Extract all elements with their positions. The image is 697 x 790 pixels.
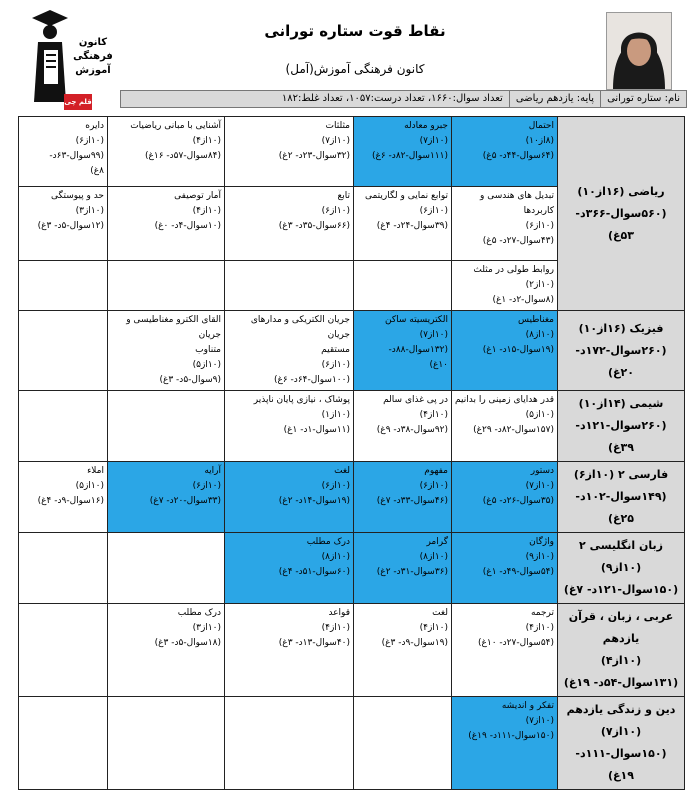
topic-stat: (۱۰از۷) — [525, 481, 554, 491]
subject-label: (۲۶۰سوال-۱۷۲د- ۲۰غ) — [575, 343, 667, 379]
student-photo — [606, 12, 672, 90]
topic-stat: (۸از۱۰) — [525, 136, 554, 146]
topic-name: واژگان — [529, 537, 554, 547]
topic-stat: (۴۶سوال-۳۳د- ۷غ) — [376, 496, 448, 506]
topic-stat: (۱۰از۶) — [525, 221, 554, 231]
subject-cell — [558, 533, 685, 604]
topic-stat: (۶۶سوال-۳۵د- ۳غ) — [278, 221, 350, 231]
topic-stat: (۱۹سوال-۱۵د- ۱غ) — [482, 345, 554, 355]
topic-stat: (۱۰از۶) — [419, 206, 448, 216]
topic-stat: (۱۰از۵) — [525, 410, 554, 420]
empty-cell — [19, 604, 108, 697]
empty-cell — [225, 697, 354, 790]
topic-stat: (۳۶سوال-۳۱د- ۲غ) — [376, 567, 448, 577]
topic-name: درک مطلب — [306, 537, 350, 547]
topic-stat: (۱۶سوال-۹د- ۴غ) — [37, 496, 104, 506]
table-row — [19, 117, 685, 187]
topic-name: مثلثات — [325, 121, 350, 131]
topic-cell — [354, 462, 452, 533]
topic-cell — [225, 117, 354, 187]
subject-label: (۱۳۱سوال-۵۴د- ۱۹غ) — [563, 676, 679, 689]
topic-name: توابع نمایی و لگاریتمی — [364, 191, 448, 201]
topic-stat: (۵۴سوال-۴۹د- ۱غ) — [482, 567, 554, 577]
subject-label: فیزیک (۱۶از۱۰) — [578, 321, 664, 335]
topic-stat: (۱۰از۴) — [321, 623, 350, 633]
subject-label: (۱۰از۴) — [600, 654, 642, 667]
subject-cell — [558, 697, 685, 790]
topic-stat: (۱۵۰سوال-۱۱۱د- ۱۹غ) — [468, 731, 554, 741]
topic-cell — [19, 117, 108, 187]
topic-name: در پی غذای سالم — [383, 395, 448, 405]
topic-stat: (۱۰از۸) — [525, 330, 554, 340]
empty-cell — [354, 697, 452, 790]
empty-cell — [19, 311, 108, 391]
topic-name: آشنایی با مبانی ریاضیات — [130, 121, 221, 131]
logo-wordmark: کانون فرهنگی آموزش — [73, 37, 113, 76]
topic-stat: (۳۳سوال-۲۰د- ۷غ) — [149, 496, 221, 506]
subject-label: زبان انگلیسی ۲ (۱۰از۹) — [579, 539, 663, 574]
topic-stat: متناوب — [195, 345, 221, 355]
empty-cell — [108, 697, 225, 790]
topic-cell — [225, 604, 354, 697]
topic-name: مفهوم — [424, 466, 448, 476]
empty-cell — [108, 391, 225, 462]
empty-cell — [108, 533, 225, 604]
student-info-bar — [120, 90, 687, 108]
topic-name: الکتریسیته ساکن — [385, 315, 448, 325]
topic-name: ترجمه — [530, 608, 554, 618]
topic-stat: (۱۵۷سوال-۸۲د- ۲۹غ) — [473, 425, 554, 435]
strengths-table — [18, 116, 685, 790]
topic-stat: (۱۰از۴) — [525, 623, 554, 633]
topic-cell — [225, 311, 354, 391]
topic-name: پوشاک ، نیازی پایان ناپذیر — [253, 395, 350, 405]
topic-stat: (۱۰از۸) — [419, 552, 448, 562]
subject-label: (۵۶۰سوال-۳۶۶د- ۵۳غ) — [575, 206, 667, 242]
subject-label: (۱۵۰سوال-۱۲۱د- ۷غ) — [563, 583, 679, 596]
topic-cell — [225, 533, 354, 604]
table-row — [19, 462, 685, 533]
page-title: نقاط قوت ستاره تورانی — [264, 22, 446, 40]
topic-stat: (۹سوال-۵د- ۳غ) — [159, 375, 221, 385]
topic-name: درک مطلب — [177, 608, 221, 618]
topic-cell — [354, 187, 452, 261]
topic-stat: (۱۰از۶) — [321, 481, 350, 491]
topic-stat: (۱۰از۳) — [75, 206, 104, 216]
topic-name: دایره — [85, 121, 104, 131]
topic-stat: (۳۲سوال-۲۳د- ۲غ) — [278, 151, 350, 161]
topic-cell — [452, 462, 558, 533]
topic-stat: (۹۹سوال-۶۳د- — [49, 151, 104, 161]
topic-cell — [452, 261, 558, 311]
topic-stat: (۸سوال-۲د- ۱غ) — [492, 295, 554, 305]
subject-label: فارسی ۲ (۱۰از۶) — [573, 468, 669, 481]
topic-cell — [354, 533, 452, 604]
topic-stat: (۱۲سوال-۵د- ۳غ) — [37, 221, 104, 231]
topic-cell — [354, 604, 452, 697]
topic-stat: (۱۱۱سوال-۸۲د- ۶غ) — [371, 151, 448, 161]
empty-cell — [354, 261, 452, 311]
empty-cell — [19, 533, 108, 604]
empty-cell — [19, 391, 108, 462]
topic-name: روابط طولی در مثلث — [473, 265, 554, 275]
topic-cell — [108, 187, 225, 261]
topic-stat: (۱۰از۹) — [525, 552, 554, 562]
topic-stat: (۱۰از۶) — [192, 481, 221, 491]
topic-stat: (۱۰از۶) — [419, 481, 448, 491]
topic-stat: (۱۰از۵) — [192, 360, 221, 370]
topic-cell — [452, 533, 558, 604]
topic-name: قدر هدایای زمینی را بدانیم — [455, 395, 554, 405]
topic-stat: (۱۰از۲) — [525, 280, 554, 290]
topic-name: تفکر و اندیشه — [501, 701, 554, 711]
topic-stat: (۱۰از۱) — [321, 410, 350, 420]
topic-stat: (۳۹سوال-۲۴د- ۴غ) — [376, 221, 448, 231]
topic-name: لغت — [432, 608, 448, 618]
topic-cell — [108, 311, 225, 391]
question-stats: تعداد سوال:۱۶۶۰، تعداد درست:۱۰۵۷، تعداد غلط:۱۸۲ — [281, 93, 503, 104]
subject-label: شیمی (۱۴از۱۰) — [578, 397, 664, 410]
topic-stat: (۳۵سوال-۲۶د- ۵غ) — [482, 496, 554, 506]
topic-name: مغناطیس — [518, 315, 554, 325]
topic-cell — [225, 391, 354, 462]
topic-cell — [354, 311, 452, 391]
topic-name: تبدیل های هندسی و — [480, 191, 554, 201]
table-row — [19, 697, 685, 790]
topic-name: حد و پیوستگی — [51, 191, 104, 201]
subject-cell — [558, 391, 685, 462]
subject-cell — [558, 117, 685, 311]
topic-stat: (۱۰از۵) — [75, 481, 104, 491]
topic-cell — [452, 311, 558, 391]
subject-label: دین و زندگی یازدهم (۱۰از۷) — [566, 703, 676, 738]
subject-cell — [558, 604, 685, 697]
topic-stat: (۱۰از۳) — [192, 623, 221, 633]
topic-stat: (۱۰از۷) — [419, 136, 448, 146]
topic-name: القای الکترو مغناطیسی و جریان — [126, 315, 221, 340]
topic-cell — [225, 462, 354, 533]
topic-cell — [452, 117, 558, 187]
table-row — [19, 391, 685, 462]
topic-stat: کاربردها — [523, 206, 554, 216]
topic-stat: (۱۰۰سوال-۶۴د- ۶غ) — [273, 375, 350, 385]
topic-stat: ۸غ) — [90, 166, 104, 176]
topic-name: آمار توصیفی — [174, 191, 221, 201]
topic-cell — [19, 187, 108, 261]
subject-label: ریاضی (۱۶از۱۰) — [577, 184, 665, 198]
branch-subtitle: کانون فرهنگی آموزش(آمل) — [285, 62, 425, 76]
kanoon-logo — [28, 6, 120, 110]
topic-cell — [452, 604, 558, 697]
student-name: نام: ستاره تورانی — [600, 91, 686, 107]
topic-stat: (۶۴سوال-۴۴د- ۵غ) — [482, 151, 554, 161]
topic-stat: مستقیم — [321, 345, 350, 355]
topic-stat: (۵۴سوال-۲۷د- ۱۰غ) — [477, 638, 554, 648]
topic-stat: (۱۰از۶) — [321, 206, 350, 216]
topic-name: املاء — [87, 466, 104, 476]
topic-stat: (۴۳سوال-۲۷د- ۵غ) — [482, 236, 554, 246]
topic-cell — [452, 391, 558, 462]
topic-stat: (۱۰از۴) — [192, 136, 221, 146]
topic-stat: (۱۱سوال-۱د- ۱غ) — [283, 425, 350, 435]
topic-stat: (۱۰از۷) — [321, 136, 350, 146]
topic-name: قواعد — [328, 608, 350, 618]
subject-label: (۲۶۰سوال-۱۲۱د- ۳۹غ) — [575, 419, 667, 454]
empty-cell — [108, 261, 225, 311]
topic-name: احتمال — [528, 121, 554, 131]
topic-stat: (۸۴سوال-۵۷د- ۱۶غ) — [144, 151, 221, 161]
empty-cell — [19, 697, 108, 790]
subject-label: (۱۴۹سوال-۱۰۲د- ۲۵غ) — [575, 490, 667, 525]
topic-stat: (۱۹سوال-۱۴د- ۲غ) — [278, 496, 350, 506]
topic-cell — [452, 697, 558, 790]
topic-name: دستور — [530, 466, 554, 476]
topic-name: تابع — [337, 191, 350, 201]
subject-label: (۱۵۰سوال-۱۱۱د- ۱۹غ) — [575, 747, 667, 782]
topic-cell — [354, 117, 452, 187]
student-grade: پایه: یازدهم ریاضی — [509, 91, 600, 107]
topic-stat: (۱۰از۴) — [419, 410, 448, 420]
subject-label: عربی ، زبان ، قرآن یازدهم — [568, 610, 674, 645]
topic-stat: (۱۰از۷) — [525, 716, 554, 726]
topic-stat: (۱۰از۴) — [419, 623, 448, 633]
topic-cell — [354, 391, 452, 462]
topic-stat: (۴۰سوال-۱۳د- ۳غ) — [278, 638, 350, 648]
subject-cell — [558, 311, 685, 391]
topic-name: لغت — [334, 466, 350, 476]
topic-stat: (۱۰از۶) — [321, 360, 350, 370]
topic-stat: (۱۰سوال-۴د- ۰غ) — [154, 221, 221, 231]
table-row — [19, 604, 685, 697]
topic-name: آرایه — [204, 466, 221, 476]
table-row — [19, 533, 685, 604]
topic-stat: (۶۰سوال-۵۱د- ۴غ) — [278, 567, 350, 577]
topic-stat: (۱۹سوال-۹د- ۳غ) — [381, 638, 448, 648]
topic-name: جبرو معادله — [404, 121, 448, 131]
topic-stat: (۱۰از۴) — [192, 206, 221, 216]
topic-cell — [452, 187, 558, 261]
topic-stat: ۱۰غ) — [429, 360, 448, 370]
topic-stat: (۱۸سوال-۵د- ۳غ) — [154, 638, 221, 648]
topic-stat: (۱۳۲سوال-۸۸د- — [388, 345, 448, 355]
topic-stat: (۱۰از۶) — [75, 136, 104, 146]
subject-cell — [558, 462, 685, 533]
logo-brand: قلم چی — [64, 98, 92, 106]
topic-cell — [108, 462, 225, 533]
topic-cell — [19, 462, 108, 533]
empty-cell — [19, 261, 108, 311]
topic-stat: (۱۰از۸) — [321, 552, 350, 562]
empty-cell — [225, 261, 354, 311]
topic-name: گرامر — [426, 537, 448, 547]
topic-stat: (۱۰از۷) — [419, 330, 448, 340]
topic-cell — [108, 604, 225, 697]
table-row — [19, 311, 685, 391]
topic-cell — [225, 187, 354, 261]
topic-cell — [108, 117, 225, 187]
topic-stat: (۹۲سوال-۳۸د- ۹غ) — [376, 425, 448, 435]
topic-name: جریان الکتریکی و مدارهای جریان — [250, 315, 350, 340]
